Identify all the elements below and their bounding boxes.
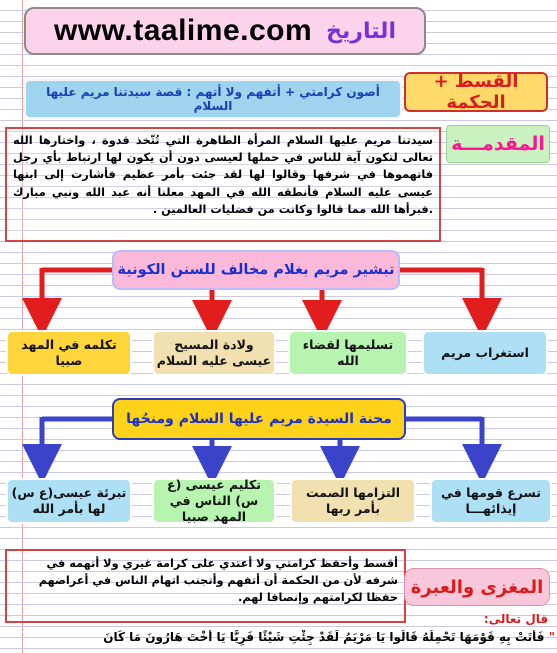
section1-title: تبشير مريم بغلام مخالف للسنن الكونية <box>117 262 395 278</box>
section1-card-3 <box>152 330 276 376</box>
section1-card-4-text: تكلمه في المهد صبيا <box>21 337 117 368</box>
section1-card-2 <box>288 330 408 376</box>
section2-card-2-text: التزامها الصمت بأمر ربها <box>305 485 401 516</box>
section2-card-4-text: تبرئة عيسى(ع س) لها بأمر الله <box>11 485 127 516</box>
theme-text: أصون كرامتي + أتفهم ولا أتهم : قصة سيدتنا مريم عليها السلام <box>46 85 380 113</box>
section2-card-2 <box>290 478 416 524</box>
section1-card-3-text: ولادة المسيح عيسى عليه السلام <box>156 337 272 368</box>
lesson-label: المغزى والعبرة <box>410 576 544 598</box>
lesson-label-box <box>404 568 550 606</box>
section1-card-1-text: استغراب مريم <box>441 345 529 360</box>
intro-text: سيدتنا مريم عليها السلام المرأة الطاهرة التي تُتّخذ قدوة ، واختارها الله تعالى لتكون آية للناس في حملها لعيسى دون أن يكون لها ارتباط بأي رجل فاتهموها في شرفها وقالوا لها لقد جئت بأمر عظيم فأشارت إلى ابنها عيسى عليه السلام فأنطقه الله في المهد معلنا أنه عبد الله ونبي مبارك .فبرأها الله مما قالوا وكانت من فضليات العالمين . <box>13 134 433 216</box>
section1-card-2-text: تسليمها لقضاء الله <box>302 337 394 368</box>
section1-card-4 <box>6 330 132 376</box>
lesson-text: أقسط وأحفظ كرامتي ولا أعتدي على كرامة غيري ولا أتهمه في شرفه لأن من الحكمة أن أتفهم وأتجنب اتهام الناس في أعراضهم حفظا لكرامتهم وإنصافا لهم. <box>38 557 398 604</box>
intro-text-box <box>5 127 441 242</box>
page-header <box>24 7 426 55</box>
theme-label-box <box>404 72 548 112</box>
quote-text: فَأَتَتْ بِهِ قَوْمَهَا تَحْمِلُهُ قَالُوا يَا مَرْيَمُ لَقَدْ جِئْتِ شَيْئًا فَرِيًّا يَا أُخْتَ هَارُونَ مَا كَانَ <box>103 630 545 644</box>
intro-label: المقدمـــة <box>451 133 545 155</box>
section1-card-1 <box>422 330 548 376</box>
section2-card-3 <box>152 478 276 524</box>
subject-title: التاريخ <box>326 18 396 44</box>
section1-title-box <box>112 250 400 290</box>
quote-label: قال تعالى: <box>483 612 549 626</box>
section2-title-box <box>112 398 406 440</box>
lesson-text-box <box>5 549 406 623</box>
section2-card-1 <box>430 478 552 524</box>
section2-card-1-text: تسرع قومها في إيذائهـــا <box>441 485 541 516</box>
section2-card-4 <box>6 478 132 524</box>
quote-mark: " <box>548 630 555 644</box>
section2-card-3-text: تكليم عيسى (ع س) الناس في المهد صبيا <box>167 477 261 524</box>
intro-label-box <box>446 125 550 163</box>
quote-box <box>2 630 555 652</box>
theme-label: القسط + الحكمة <box>433 71 519 113</box>
site-name[interactable]: www.taalime.com <box>54 14 313 47</box>
theme-text-box <box>24 79 402 119</box>
section2-title: محنة السيدة مريم عليها السلام ومنحُها <box>126 411 392 427</box>
